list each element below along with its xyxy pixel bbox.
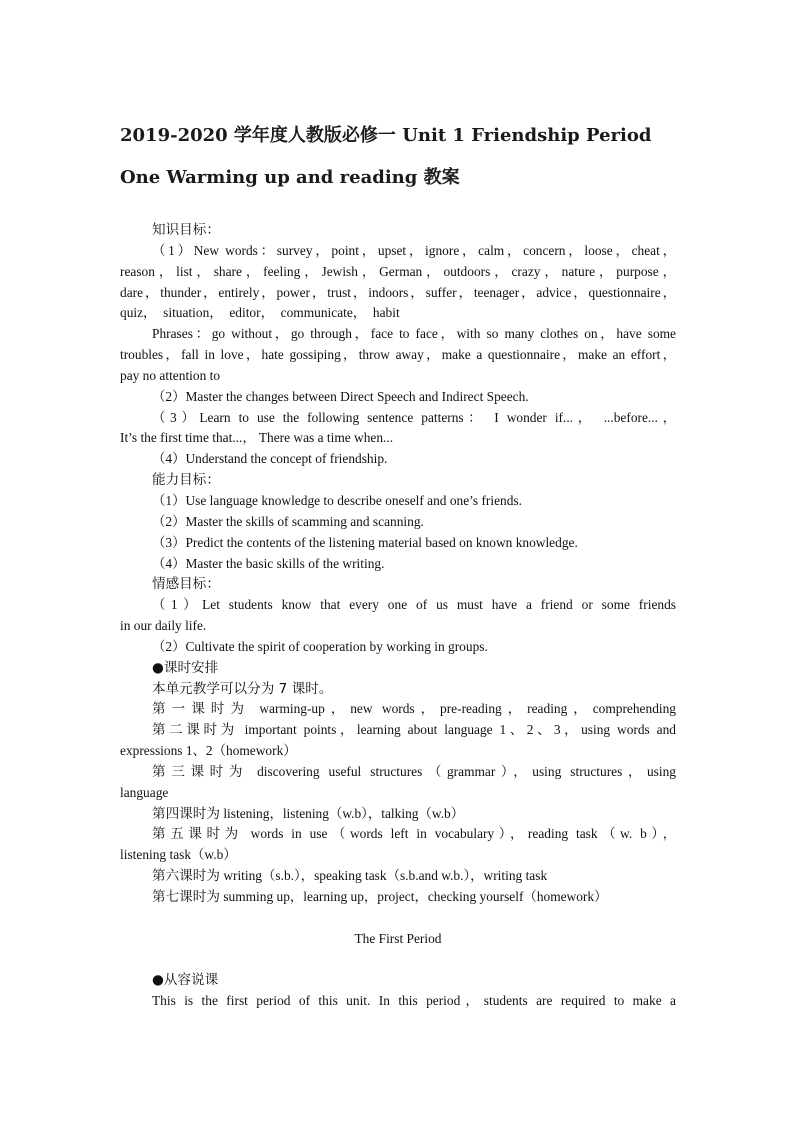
emotion-item-1-line-1: （1）Let students know that every one of us must have a friend or some friends bbox=[152, 597, 676, 613]
period-1-label: 第一课时为 bbox=[152, 701, 251, 718]
ability-item-4: （4）Master the basic skills of the writing. bbox=[152, 555, 385, 571]
new-words-line-4: quiz， situation， editor， communicate， habit bbox=[120, 305, 400, 321]
spacer bbox=[120, 908, 676, 929]
emotion-objectives-heading: 情感目标： bbox=[152, 576, 220, 593]
period-7-label: 第七课时为 bbox=[152, 889, 220, 905]
ability-item-3: （3）Predict the contents of the listening material based on known knowledge. bbox=[152, 534, 578, 550]
new-words-line-1: （1）New words：survey，point，upset，ignore，calm，concern，loose，cheat， bbox=[152, 242, 676, 258]
new-words-line-2: reason，list，share，feeling，Jewish，German，outdoors，crazy，nature，purpose， bbox=[120, 263, 676, 279]
spacer bbox=[120, 950, 676, 971]
ability-item-2: （2）Master the skills of scamming and scanning. bbox=[152, 513, 424, 529]
period-3-label: 第三课时为 bbox=[152, 763, 249, 780]
period-4-label: 第四课时为 bbox=[152, 805, 220, 822]
period-4-text: listening，listening（w.b），talking（w.b） bbox=[219, 805, 465, 821]
document-title-line-2: One Warming up and reading 教案 bbox=[120, 167, 460, 188]
period-5-text: words in use（words left in vocabulary），reading task（w. b）， bbox=[242, 826, 677, 842]
period-5-label: 第五课时为 bbox=[152, 826, 243, 843]
period-1-line bbox=[120, 699, 676, 720]
period-5-line-2: listening task（w.b） bbox=[120, 847, 237, 863]
ability-objectives-heading: 能力目标： bbox=[152, 472, 220, 489]
document-body bbox=[120, 220, 676, 1012]
new-words-line-3: dare，thunder，entirely，power，trust，indoors，suffer，teenager，advice，questionnaire， bbox=[120, 284, 676, 300]
phrases-line-2: troubles，fall in love，hate gossiping，throw away，make a questionnaire，make an effort， bbox=[120, 347, 676, 363]
document-title-line-1: 2019-2020 学年度人教版必修一 Unit 1 Friendship Period bbox=[120, 125, 652, 146]
period-4-line bbox=[120, 804, 676, 825]
knowledge-item-3-line-1: （3）Learn to use the following sentence patterns： I wonder if...， ...before...， bbox=[152, 409, 676, 425]
period-2-label: 第二课时为 bbox=[152, 722, 238, 739]
phrases-line-3: pay no attention to bbox=[120, 367, 221, 383]
first-period-text-line-1: This is the first period of this unit. In this period，students are required to make a bbox=[152, 993, 676, 1009]
knowledge-item-4: （4）Understand the concept of friendship. bbox=[152, 451, 388, 467]
period-3-line-1 bbox=[120, 762, 676, 783]
period-2-text: important points，learning about language 1、2、3，using words and bbox=[237, 722, 677, 738]
period-6-label: 第六课时为 bbox=[152, 868, 220, 885]
schedule-intro: 本单元教学可以分为 7 课时。 bbox=[152, 680, 333, 697]
period-2-line-1 bbox=[120, 720, 676, 741]
period-7-line bbox=[120, 887, 676, 908]
period-6-line bbox=[120, 866, 676, 887]
schedule-heading: ●课时安排 bbox=[152, 659, 219, 676]
period-7-text: summing up，learning up，project，checking yourself（homework） bbox=[219, 889, 608, 904]
first-period-sub-heading: ●从容说课 bbox=[152, 972, 219, 989]
period-5-line-1 bbox=[120, 824, 676, 845]
period-3-text: discovering useful structures（grammar），using structures，using bbox=[248, 763, 677, 779]
knowledge-objectives-heading: 知识目标： bbox=[152, 222, 220, 238]
period-2-line-2: expressions 1、2（homework） bbox=[120, 743, 297, 759]
first-period-heading: The First Period bbox=[354, 930, 442, 946]
knowledge-item-3-line-2: It’s the first time that...， There was a time when... bbox=[120, 430, 394, 446]
emotion-item-2: （2）Cultivate the spirit of cooperation by working in groups. bbox=[152, 638, 488, 654]
period-6-text: writing（s.b.），speaking task（s.b.and w.b.），writing task bbox=[219, 868, 548, 884]
period-3-line-2: language bbox=[120, 784, 169, 800]
phrases-line-1: Phrases：go without，go through，face to face，with so many clothes on，have some bbox=[152, 326, 676, 342]
ability-item-1: （1）Use language knowledge to describe oneself and one’s friends. bbox=[152, 492, 522, 508]
period-1-text: warming-up，new words，pre-reading，reading，comprehending bbox=[250, 701, 677, 717]
emotion-item-1-line-2: in our daily life. bbox=[120, 618, 207, 634]
knowledge-item-2: （2）Master the changes between Direct Speech and Indirect Speech. bbox=[152, 388, 529, 404]
